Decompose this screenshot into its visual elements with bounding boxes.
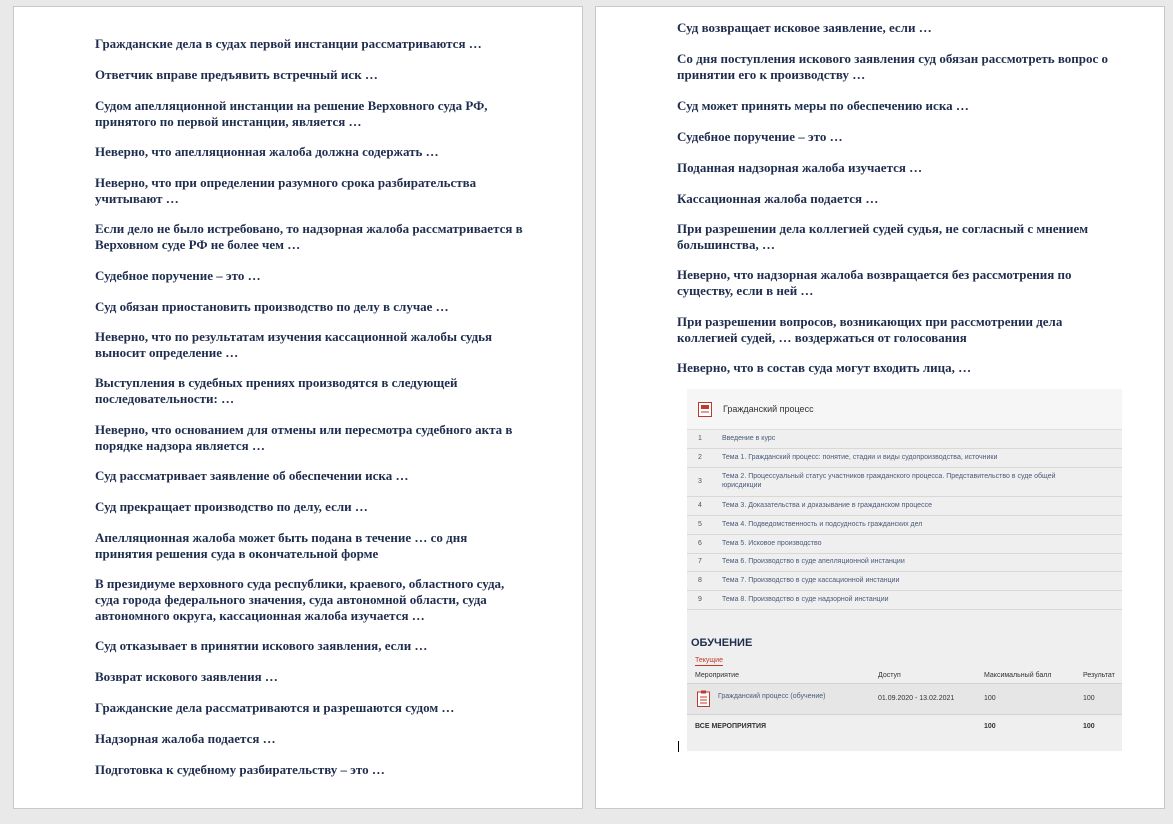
document-page-left[interactable] xyxy=(13,6,583,809)
question-10: Выступления в судебных прениях производятся в следующей последовательности: … xyxy=(95,375,458,406)
row-number: 6 xyxy=(698,540,702,547)
section-title: ОБУЧЕНИЕ xyxy=(691,637,753,649)
row-title: Тема 3. Доказательства и доказывание в гражданском процессе xyxy=(722,502,932,509)
question-15: В президиуме верховного суда республики, краевого, областного суда, суда города федерального значения, суда автономной области, суда автономного округа, кассационная жалоба изучается … xyxy=(95,576,505,623)
question-9: Неверно, что по результатам изучения кассационной жалобы судья выносит определение … xyxy=(95,329,493,360)
question-20: Подготовка к судебному разбирательству – это … xyxy=(95,762,385,777)
row-number: 4 xyxy=(698,502,702,509)
tab-current[interactable]: Текущие xyxy=(695,657,723,664)
course-header xyxy=(687,389,1122,430)
course-row[interactable] xyxy=(687,572,1122,591)
question-6: Если дело не было истребовано, то надзорная жалоба рассматривается в Верховном суде РФ не более чем … xyxy=(95,221,523,252)
header-access: Доступ xyxy=(878,672,901,679)
total-max: 100 xyxy=(984,723,996,730)
total-result: 100 xyxy=(1083,723,1095,730)
course-row[interactable] xyxy=(687,535,1122,554)
table-row[interactable] xyxy=(687,683,1122,715)
question-r8: Неверно, что надзорная жалоба возвращается без рассмотрения по существу, если в ней … xyxy=(677,267,1072,298)
header-result: Результат xyxy=(1083,672,1115,679)
question-18: Гражданские дела рассматриваются и разрешаются судом … xyxy=(95,700,455,715)
row-title: Тема 1. Гражданский процесс: понятие, стадии и виды судопроизводства, источники xyxy=(722,454,998,461)
question-r2: Со дня поступления искового заявления суд обязан рассмотреть вопрос о принятии его к производству … xyxy=(677,51,1109,82)
question-7: Судебное поручение – это … xyxy=(95,268,261,283)
question-r3: Суд может принять меры по обеспечению иска … xyxy=(677,98,969,113)
question-14: Апелляционная жалоба может быть подана в течение … со дня принятия решения суда в окончательной форме xyxy=(95,530,468,561)
result-score: 100 xyxy=(1083,695,1095,702)
document-icon xyxy=(698,402,712,417)
question-5: Неверно, что при определении разумного срока разбирательства учитывают … xyxy=(95,175,477,206)
row-title: Тема 4. Подведомственность и подсудность гражданских дел xyxy=(722,521,923,528)
course-title: Гражданский процесс xyxy=(723,404,814,414)
row-title: Тема 5. Исковое производство xyxy=(722,540,822,547)
course-row[interactable] xyxy=(687,430,1122,449)
question-11: Неверно, что основанием для отмены или пересмотра судебного акта в порядке надзора является … xyxy=(95,422,513,453)
row-number: 3 xyxy=(698,478,702,485)
course-row[interactable] xyxy=(687,553,1122,572)
course-row[interactable] xyxy=(687,468,1122,497)
question-r5: Поданная надзорная жалоба изучается … xyxy=(677,160,923,175)
question-1: Гражданские дела в судах первой инстанции рассматриваются … xyxy=(95,36,482,51)
question-12: Суд рассматривает заявление об обеспечении иска … xyxy=(95,468,409,483)
clipboard-icon xyxy=(697,690,710,707)
question-19: Надзорная жалоба подается … xyxy=(95,731,276,746)
row-number: 2 xyxy=(698,454,702,461)
question-8: Суд обязан приостановить производство по делу в случае … xyxy=(95,299,449,314)
total-label: ВСЕ МЕРОПРИЯТИЯ xyxy=(695,723,767,730)
row-number: 9 xyxy=(698,596,702,603)
header-event: Мероприятие xyxy=(695,672,739,679)
document-page-right[interactable] xyxy=(595,6,1165,809)
question-16: Суд отказывает в принятии искового заявления, если … xyxy=(95,638,428,653)
row-title: Введение в курс xyxy=(722,435,776,442)
course-row[interactable] xyxy=(687,497,1122,516)
embedded-screenshot xyxy=(687,389,1122,751)
question-2: Ответчик вправе предъявить встречный иск … xyxy=(95,67,378,82)
course-row[interactable] xyxy=(687,449,1122,468)
row-title: Тема 2. Процессуальный статус участников гражданского процесса. Представительство в суде общей юрисдикции xyxy=(722,473,1056,489)
text-cursor xyxy=(678,741,679,752)
question-r9: При разрешении вопросов, возникающих при рассмотрении дела коллегией судей, … воздержаться от голосования xyxy=(677,314,1063,345)
row-number: 1 xyxy=(698,435,702,442)
row-number: 5 xyxy=(698,521,702,528)
row-title: Тема 8. Производство в суде надзорной инстанции xyxy=(722,596,889,603)
row-number: 8 xyxy=(698,577,702,584)
question-r4: Судебное поручение – это … xyxy=(677,129,843,144)
question-r1: Суд возвращает исковое заявление, если … xyxy=(677,20,932,35)
question-13: Суд прекращает производство по делу, если … xyxy=(95,499,368,514)
question-3: Судом апелляционной инстанции на решение Верховного суда РФ, принятого по первой инстанции, является … xyxy=(95,98,488,129)
question-4: Неверно, что апелляционная жалоба должна содержать … xyxy=(95,144,439,159)
course-row[interactable] xyxy=(687,591,1122,610)
row-title: Тема 7. Производство в суде кассационной инстанции xyxy=(722,577,900,584)
max-score: 100 xyxy=(984,695,996,702)
row-title: Тема 6. Производство в суде апелляционной инстанции xyxy=(722,558,905,565)
row-number: 7 xyxy=(698,558,702,565)
question-r10: Неверно, что в состав суда могут входить лица, … xyxy=(677,360,972,375)
question-17: Возврат искового заявления … xyxy=(95,669,278,684)
question-r7: При разрешении дела коллегией судей судья, не согласный с мнением большинства, … xyxy=(677,221,1089,252)
access-dates: 01.09.2020 - 13.02.2021 xyxy=(878,695,955,702)
event-link[interactable]: Гражданский процесс (обучение) xyxy=(718,693,826,700)
header-max: Максимальный балл xyxy=(984,672,1052,679)
question-r6: Кассационная жалоба подается … xyxy=(677,191,879,206)
course-row[interactable] xyxy=(687,516,1122,535)
